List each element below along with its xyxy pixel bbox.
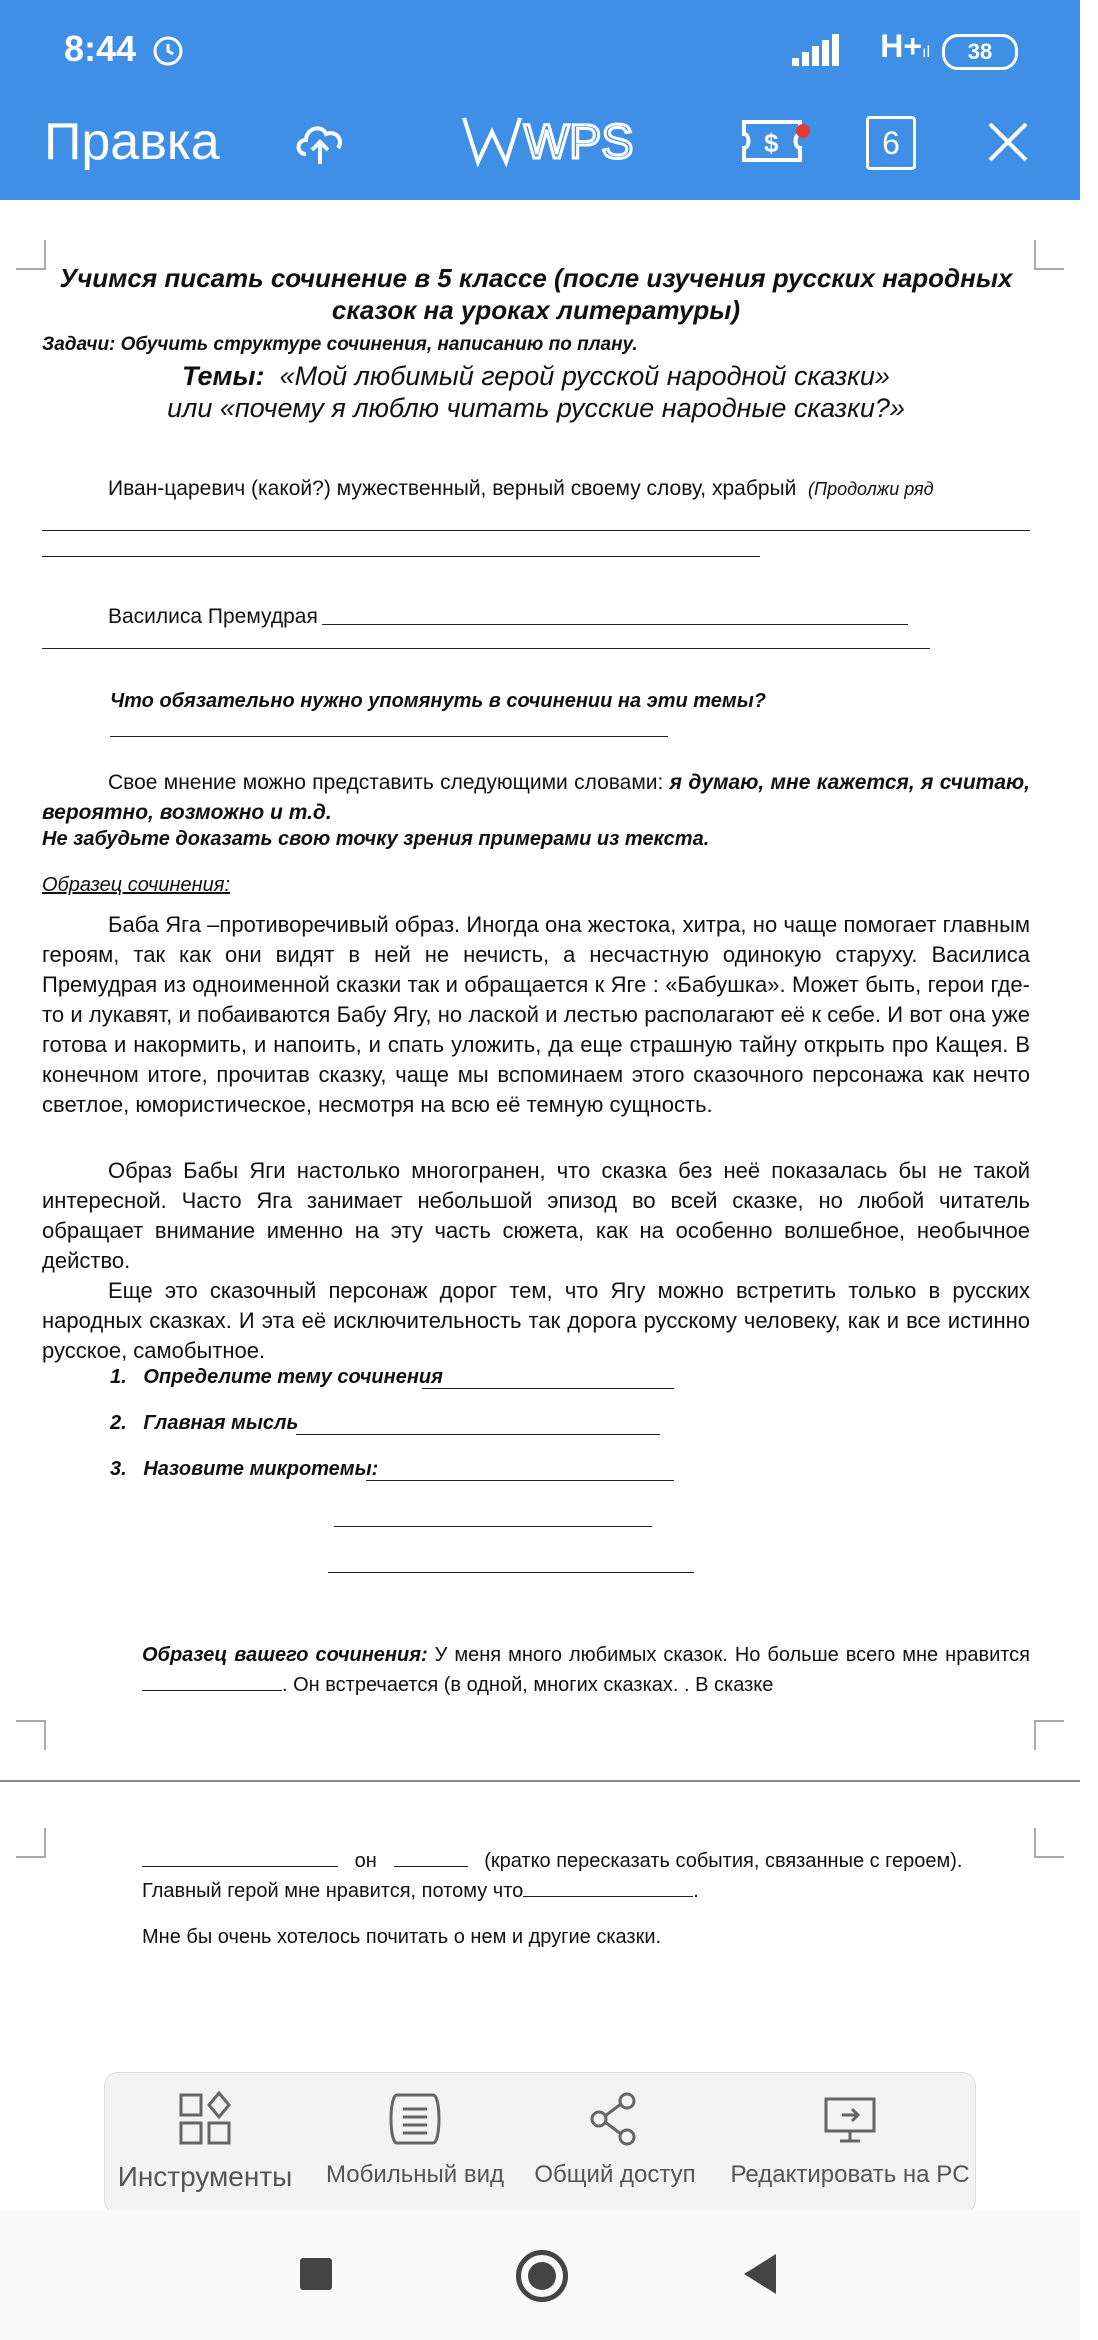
vasilisa-line: Василиса Премудрая (108, 605, 318, 628)
wps-logo (460, 110, 634, 170)
recents-icon[interactable] (300, 2258, 332, 2290)
essay-paragraph-1: Баба Яга –противоречивый образ. Иногда она жестока, хитра, но чаще помогает главным героям, так как они видят в ней не нечисть, а несчастную одинокую старуху. Василиса Премудрая из одноименной сказки так и обращается к Яге : «Бабушка». Может быть, герои где-то и лукавят, и побаиваются Бабу Ягу, но лаской и лестью располагают её к себе. И вот она уже готова и накормить, и напоить, и спать уложить, да еще страшную тайну открыть про Кащея. В конечном итоге, прочитав сказку, чаще мы вспоминаем этого сказочного персонажа как нечто светлое, юмористическое, несмотря на всю её темную сущность. (42, 912, 1030, 1117)
share-icon (587, 2091, 643, 2147)
question-3: 3. Назовите микротемы: (110, 1458, 379, 1480)
page-corner-mark (16, 1828, 46, 1858)
share-button[interactable]: Общий доступ (515, 2091, 715, 2189)
essay-paragraph-2: Образ Бабы Яги настолько многогранен, что сказка без неё показалась бы не такой интересной. Часто Яга занимает небольшой эпизод во всей сказке, но любой читатель обращает внимание именно на эту часть сюжета, как на особенно волшебное, необычное действо. (42, 1158, 1030, 1273)
ticket-icon[interactable] (742, 118, 802, 164)
doc-themes: Темы: «Мой любимый герой русской народной сказки» или «почему я люблю читать русские народные сказки?» (167, 361, 905, 423)
doc-heading: Учимся писать сочинение в 5 классе (после изучения русских народных сказок на уроках литературы) (59, 263, 1013, 325)
your-sample: Образец вашего сочинения: У меня много любимых сказок. Но больше всего мне нравится . Он встречается (в одной, многих сказках. . В сказке (142, 1644, 1030, 1696)
apps-icon (177, 2091, 233, 2147)
document-canvas[interactable] (0, 200, 1080, 2160)
signal-icon (792, 34, 842, 66)
network-type: H+ıl (880, 28, 930, 64)
answer-line[interactable] (328, 1572, 694, 1573)
answer-line[interactable] (296, 1434, 660, 1435)
page-corner-mark (1034, 1720, 1064, 1750)
app-bar (0, 0, 1080, 200)
answer-line[interactable] (366, 1480, 674, 1481)
answer-line[interactable] (42, 556, 760, 557)
monitor-icon (822, 2091, 878, 2147)
page-corner-mark (1034, 1828, 1064, 1858)
alarm-icon (150, 32, 186, 68)
page2-text: он (кратко пересказать события, связанные с героем). Главный герой мне нравится, потому что . (142, 1850, 963, 1902)
must-mention: Что обязательно нужно упомянуть в сочинении на эти темы? (110, 690, 767, 712)
status-bar (0, 0, 1080, 100)
prove-note: Не забудьте доказать свою точку зрения примерами из текста. (42, 828, 710, 850)
svg-text:$: $ (764, 128, 779, 158)
sample-title: Образец сочинения: (42, 874, 230, 896)
answer-line[interactable] (422, 1388, 674, 1389)
tools-button[interactable]: Инструменты (105, 2091, 305, 2193)
bottom-toolbar (104, 2072, 976, 2214)
page-corner-mark (1034, 240, 1064, 270)
page-corner-mark (16, 1720, 46, 1750)
question-1: 1. Определите тему сочинения (110, 1366, 443, 1388)
back-icon[interactable] (744, 2254, 776, 2294)
opinion-paragraph: Свое мнение можно представить следующими словами: я думаю, мне кажется, я считаю, вероятно, возможно и т.д. (42, 771, 1030, 824)
system-nav-bar (0, 2210, 1080, 2340)
status-time: 8:44 (64, 28, 137, 69)
mobile-view-button[interactable]: Мобильный вид (315, 2091, 515, 2189)
ivan-line: Иван-царевич (какой?) мужественный, верный своему слову, храбрый (Продолжи ряд (108, 477, 934, 500)
essay-paragraph-3: Еще это сказочный персонаж дорог тем, что Ягу можно встретить только в русских народных сказках. И эта её исключительность так дорога русскому человеку, как и все истинно русское, самобытное. (42, 1278, 1030, 1363)
mobile-view-icon (387, 2091, 443, 2147)
network-sub: ıl (922, 44, 930, 61)
edit-title[interactable]: Правка (44, 113, 220, 171)
answer-line[interactable] (110, 736, 668, 737)
page2-closing: Мне бы очень хотелось почитать о нем и другие сказки. (142, 1926, 662, 1948)
close-icon[interactable] (984, 118, 1032, 166)
battery-indicator: 38 (942, 34, 1018, 70)
edit-on-pc-button[interactable]: Редактировать на PC (725, 2091, 975, 2189)
svg-text:WPS: WPS (524, 116, 634, 169)
answer-line[interactable] (322, 624, 908, 625)
answer-line[interactable] (334, 1526, 652, 1527)
answer-line[interactable] (42, 648, 930, 649)
notification-dot (796, 124, 810, 138)
cloud-upload-icon[interactable] (292, 114, 348, 168)
doc-tasks: Задачи: Обучить структуре сочинения, написанию по плану. (42, 334, 638, 355)
answer-line[interactable] (42, 530, 1030, 531)
question-2: 2. Главная мысль (110, 1412, 299, 1434)
page-break (0, 1780, 1080, 1782)
home-icon-inner (528, 2262, 556, 2290)
pages-icon[interactable]: 6 (866, 116, 916, 170)
